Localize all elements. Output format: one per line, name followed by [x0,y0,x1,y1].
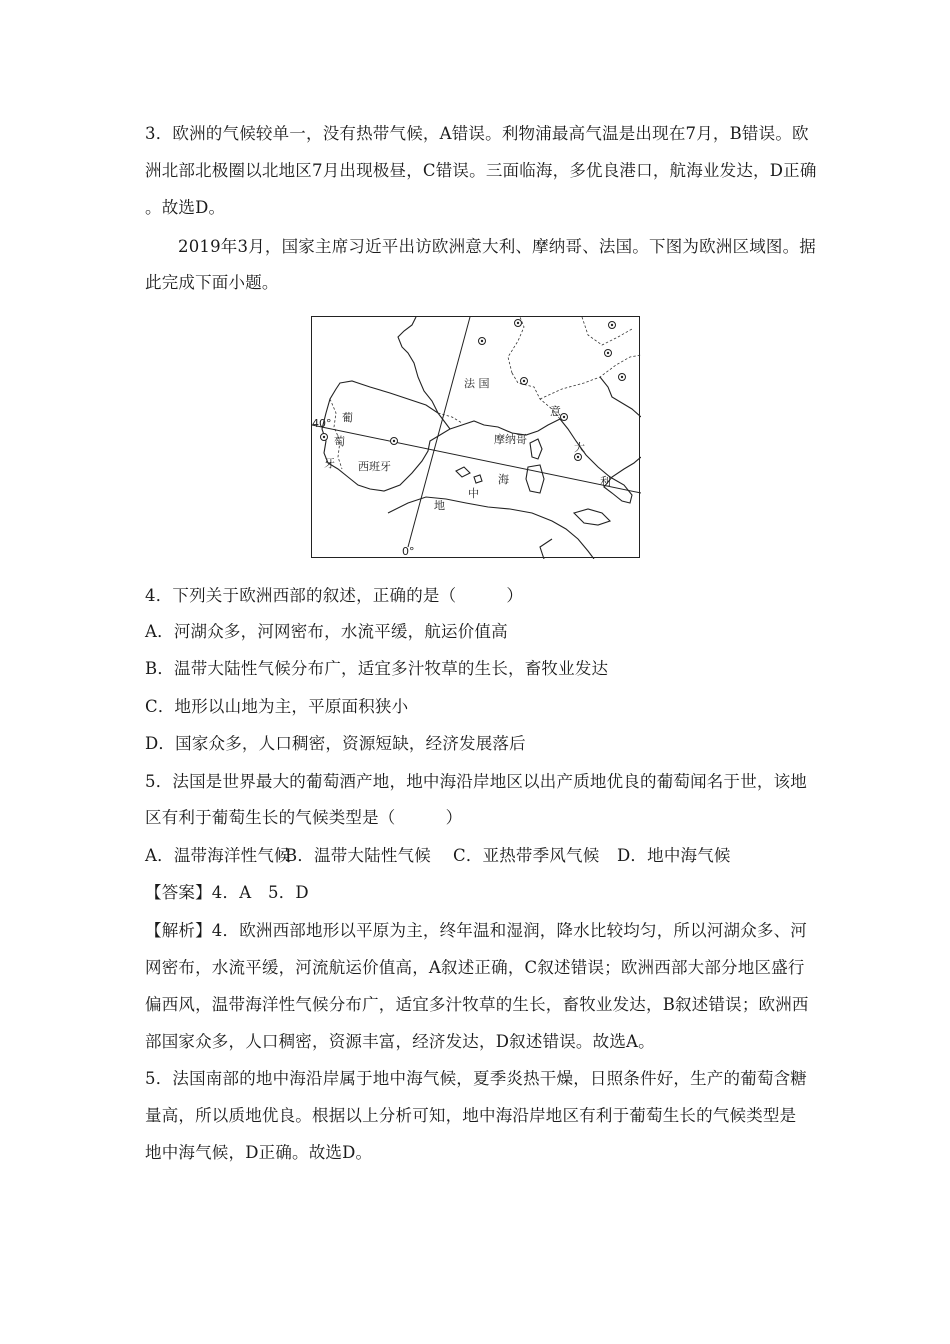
map-drawing [312,317,641,559]
q5-option-c: C．亚热带季风气候 [453,846,600,865]
label-med-1: 地 [434,499,445,512]
analysis-line-5: 5．法国南部的地中海沿岸属于地中海气候，夏季炎热干燥，日照条件好，生产的葡萄含糖 [145,1069,807,1088]
analysis-line-1: 【解析】4．欧洲西部地形以平原为主，终年温和湿润，降水比较均匀，所以河湖众多、河 [145,921,807,940]
q5-stem-line-2: 区有利于葡萄生长的气候类型是（ ） [145,808,463,827]
q5-stem-line-1: 5．法国是世界最大的葡萄酒产地，地中海沿岸地区以出产质地优良的葡萄闻名于世，该地 [145,772,807,791]
q3-explain-line-2: 洲北部北极圈以北地区7月出现极昼，C错误。三面临海，多优良港口，航海业发达，D正确 [145,161,817,180]
prime-meridian-line [408,317,470,547]
label-longitude-0: 0° [402,545,415,558]
sicily [574,509,610,525]
q4-option-d: D．国家众多，人口稠密，资源短缺，经济发展落后 [145,734,526,753]
label-portugal-1: 葡 [342,411,353,424]
france-coastline [398,317,438,413]
city-markers [321,320,626,461]
q5-option-a: A．温带海洋性气候 [145,846,291,865]
label-portugal-2: 萄 [334,435,345,448]
label-italy-1: 意 [550,405,561,418]
label-italy-2: 大 [574,441,585,454]
answer-line: 【答案】4．A 5．D [145,883,309,902]
analysis-line-4: 部国家众多，人口稠密，资源丰富，经济发达，D叙述错误。故选A。 [145,1032,655,1051]
analysis-line-7: 地中海气候，D正确。故选D。 [145,1143,373,1162]
corsica [530,439,542,459]
intro-line-1: 2019年3月，国家主席习近平出访欧洲意大利、摩纳哥、法国。下图为欧洲区域图。据 [178,237,816,256]
label-latitude-40: 40° [312,417,332,430]
q4-option-b: B．温带大陆性气候分布广，适宜多汁牧草的生长，畜牧业发达 [145,659,609,678]
border-east [582,317,632,345]
sardinia [526,465,544,493]
label-italy-3: 利 [600,475,611,488]
q3-explain-line-3: 。故选D。 [145,198,226,217]
label-france: 法 国 [464,377,490,390]
q4-stem: 4．下列关于欧洲西部的叙述，正确的是（ ） [145,586,524,605]
analysis-line-2: 网密布，水流平缓，河流航运价值高，A叙述正确，C叙述错误；欧洲西部大部分地区盛行 [145,958,805,977]
balearic-islands [456,467,482,483]
europe-region-map [311,316,640,558]
label-monaco: 摩纳哥 [494,433,527,446]
q4-option-c: C．地形以山地为主，平原面积狭小 [145,697,409,716]
q5-option-b: B．温带大陆性气候 [285,846,431,865]
africa-inland [540,539,552,559]
intro-line-2: 此完成下面小题。 [145,273,279,292]
q4-option-a: A．河湖众多，河网密布，水流平缓，航运价值高 [145,622,508,641]
label-portugal-3: 牙 [324,457,335,470]
label-spain: 西班牙 [358,460,391,473]
analysis-line-3: 偏西风，温带海洋性气候分布广，适宜多汁牧草的生长，畜牧业发达，B叙述错误；欧洲西 [145,995,809,1014]
q5-option-d: D．地中海气候 [617,846,731,865]
q5-options [145,846,731,866]
label-med-3: 海 [498,473,509,486]
italy-east-coast [600,377,641,417]
q3-explain-line-1: 3．欧洲的气候较单一，没有热带气候，A错误。利物浦最高气温是出现在7月，B错误。欧 [145,124,809,143]
label-med-2: 中 [468,487,479,500]
analysis-line-6: 量高，所以质地优良。根据以上分析可知，地中海沿岸地区有利于葡萄生长的气候类型是 [145,1106,797,1125]
